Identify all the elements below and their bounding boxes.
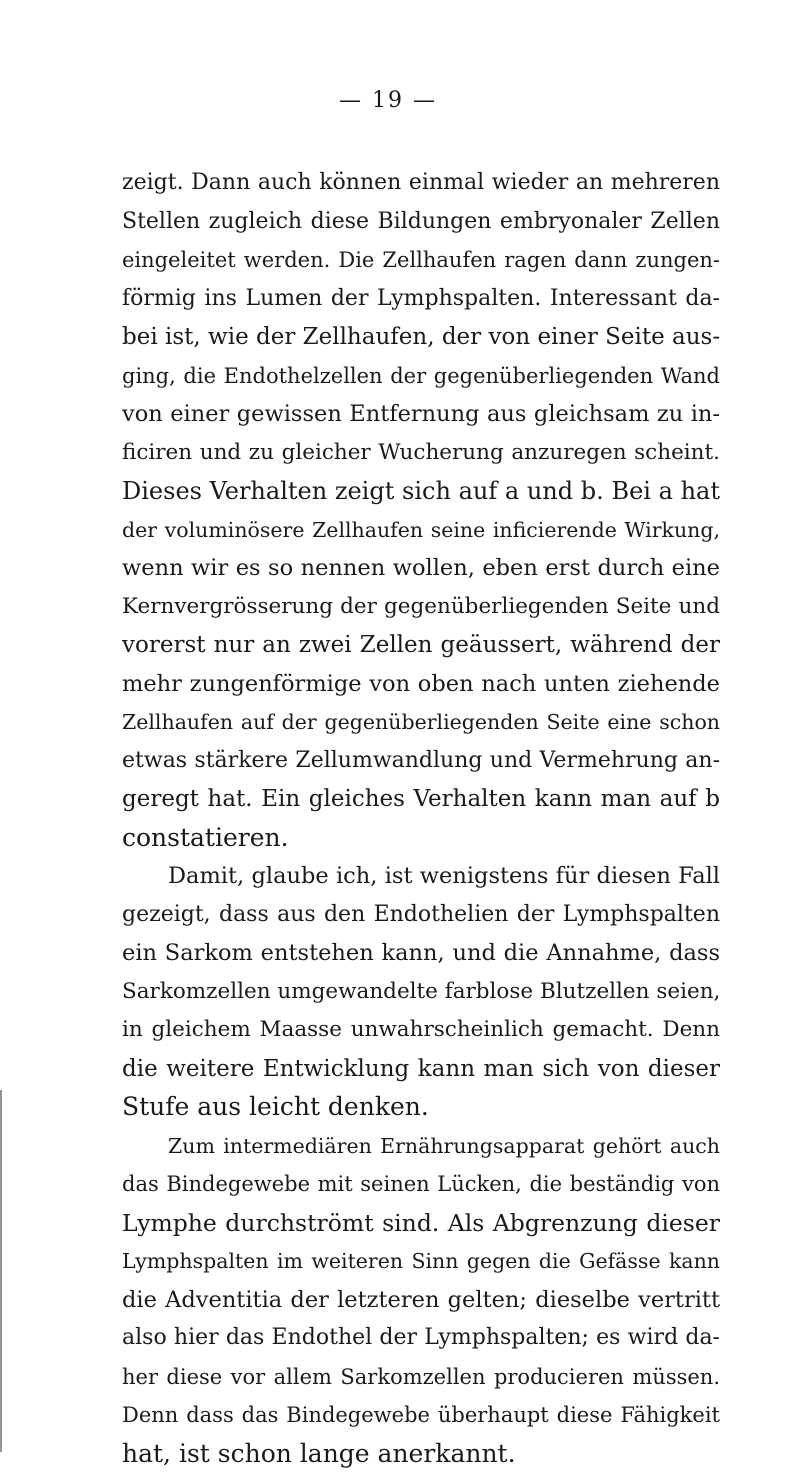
text-line: ficiren und zu gleicher Wucherung anzuregen scheint. [122,434,720,473]
text-line: eingeleitet werden. Die Zellhaufen ragen dann zungen- [122,241,720,280]
text-line: also hier das Endothel der Lymphspalten; es wird da- [122,1319,720,1358]
paragraph-1 [122,164,720,857]
text-line: förmig ins Lumen der Lymphspalten. Interessant da- [122,280,720,319]
text-line: geregt hat. Ein gleiches Verhalten kann man auf b [122,780,720,819]
text-line: ging, die Endothelzellen der gegenüberliegenden Wand [122,357,720,396]
text-line: Damit, glaube ich, ist wenigstens für diesen Fall [122,857,720,896]
text-line: der voluminösere Zellhaufen seine inficierende Wirkung, [122,511,720,550]
text-line: Lymphspalten im weiteren Sinn gegen die Gefässe kann [122,1242,720,1281]
page-number: — 19 — [0,88,788,113]
text-line: bei ist, wie der Zellhaufen, der von einer Seite aus- [122,318,720,357]
text-line: vorerst nur an zwei Zellen geäussert, während der [122,626,720,665]
page-edge-shadow [0,1090,2,1452]
text-line: Lymphe durchströmt sind. Als Abgrenzung dieser [122,1204,720,1243]
text-line: Kernvergrösserung der gegenüberliegenden Seite und [122,588,720,627]
paragraph-3 [122,1127,720,1473]
body-text [122,164,720,1473]
text-line: das Bindegewebe mit seinen Lücken, die beständig von [122,1165,720,1204]
text-line: Zellhaufen auf der gegenüberliegenden Seite eine schon [122,703,720,742]
text-line: Denn dass das Bindegewebe überhaupt diese Fähigkeit [122,1396,720,1435]
paragraph-2 [122,857,720,1127]
text-line: die Adventitia der letzteren gelten; dieselbe vertritt [122,1281,720,1320]
text-line: hat, ist schon lange anerkannt. [122,1435,720,1473]
text-line: her diese vor allem Sarkomzellen producieren müssen. [122,1358,720,1397]
text-line: Sarkomzellen umgewandelte farblose Blutzellen seien, [122,973,720,1012]
text-line: etwas stärkere Zellumwandlung und Vermehrung an- [122,742,720,781]
text-line: constatieren. [122,819,720,858]
text-line: die weitere Entwicklung kann man sich von dieser [122,1050,720,1089]
text-line: mehr zungenförmige von oben nach unten ziehende [122,665,720,704]
text-line: Stellen zugleich diese Bildungen embryonaler Zellen [122,203,720,242]
text-line: wenn wir es so nennen wollen, eben erst durch eine [122,549,720,588]
text-line: Stufe aus leicht denken. [122,1088,720,1127]
text-line: in gleichem Maasse unwahrscheinlich gemacht. Denn [122,1011,720,1050]
text-line: zeigt. Dann auch können einmal wieder an mehreren [122,164,720,203]
text-line: Zum intermediären Ernährungsapparat gehört auch [122,1127,720,1166]
text-line: von einer gewissen Entfernung aus gleichsam zu in- [122,395,720,434]
text-line: gezeigt, dass aus den Endothelien der Lymphspalten [122,896,720,935]
text-line: ein Sarkom entstehen kann, und die Annahme, dass [122,934,720,973]
text-line: Dieses Verhalten zeigt sich auf a und b. Bei a hat [122,472,720,511]
